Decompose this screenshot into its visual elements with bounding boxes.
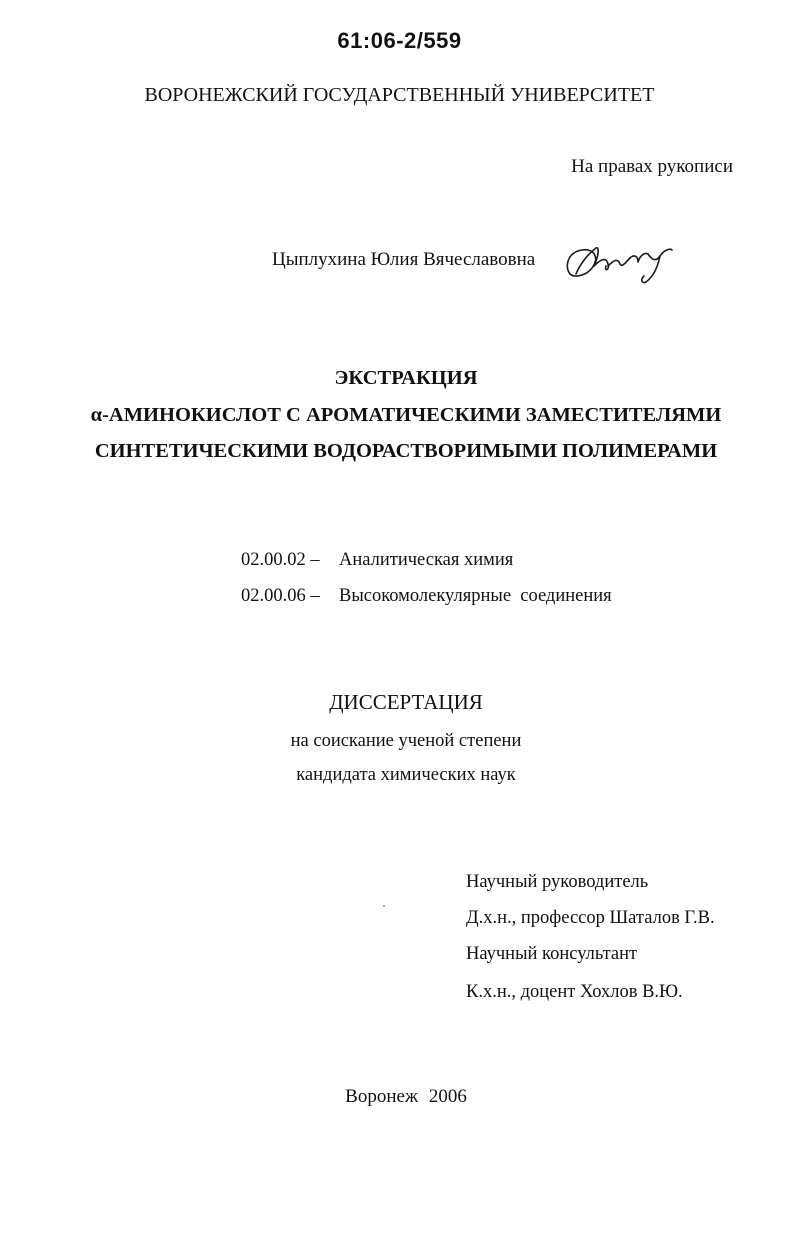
rights-note: На правах рукописи (571, 156, 733, 177)
degree-line-1: на соискание ученой степени (290, 731, 522, 751)
title-line-1: ЭКСТРАКЦИЯ (334, 367, 478, 389)
city-year: Воронеж 2006 (345, 1086, 467, 1107)
title-line-2: α-АМИНОКИСЛОТ С АРОМАТИЧЕСКИМИ ЗАМЕСТИТЕЛЯМИ (90, 404, 722, 426)
consultant-label: Научный консультант (466, 944, 638, 964)
specialty-row (241, 550, 513, 571)
degree-line-2: кандидата химических наук (296, 765, 516, 785)
catalog-number: 61:06-2/559 (337, 28, 462, 53)
specialty-code: 02.00.06 – (241, 586, 320, 606)
author-name: Цыплухина Юлия Вячеславовна (272, 249, 536, 270)
specialty-row (241, 586, 612, 607)
dissertation-heading: ДИССЕРТАЦИЯ (329, 690, 483, 714)
scan-speck (383, 905, 385, 907)
specialty-name: Высокомолекулярные соединения (339, 586, 612, 606)
title-line-3: СИНТЕТИЧЕСКИМИ ВОДОРАСТВОРИМЫМИ ПОЛИМЕРАМИ (94, 440, 718, 462)
supervisor-name: Д.х.н., профессор Шаталов Г.В. (466, 908, 715, 928)
signature-icon (560, 236, 680, 286)
specialty-name: Аналитическая химия (339, 550, 514, 570)
university-name: ВОРОНЕЖСКИЙ ГОСУДАРСТВЕННЫЙ УНИВЕРСИТЕТ (144, 84, 655, 106)
supervisor-label: Научный руководитель (466, 872, 649, 892)
specialty-code: 02.00.02 – (241, 550, 320, 570)
consultant-name: К.х.н., доцент Хохлов В.Ю. (466, 982, 683, 1002)
